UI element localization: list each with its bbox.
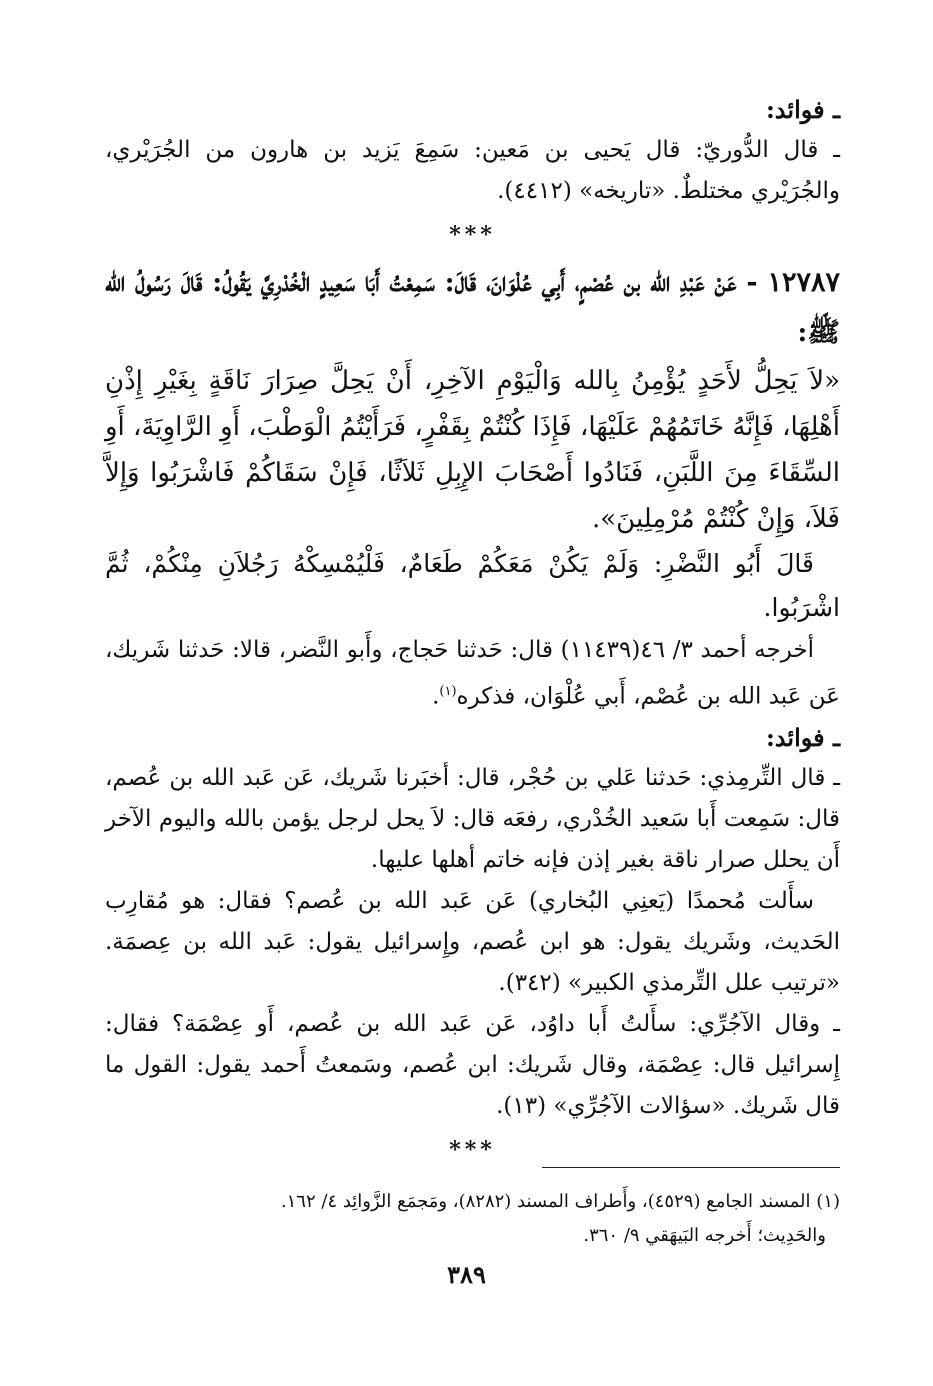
takhrij	[105, 630, 840, 718]
hadith-text: «لاَ يَحِلُّ لأَحَدٍ يُؤْمِنُ بِالله وَالْيَوْمِ الآخِرِ، أَنْ يَحِلَّ صِرَارَ نَاقَةٍ بِغَيْرِ إِذْنِ أَهْلِهَا، فَإِنَّهُ خَاتَمُهُمْ عَلَيْهَا، فَإِذَا كُنْتُمْ بِقَفْرٍ، فَرَأَيْتُمُ الْوَطْبَ، أَوِ الرَّاوِيَةَ، أَوِ السِّقَاءَ مِنَ اللَّبَنِ، فَنَادُوا أَصْحَابَ الإِبِلِ ثَلاَثًا، فَإِنْ سَقَاكُمْ فَاشْرَبُوا وَإِلاَّ فَلاَ، وَإِنْ كُنْتُمْ مُرْمِلِينَ».	[105, 366, 840, 534]
page-number: ٣٨٩	[447, 1260, 486, 1289]
footnote-1-continued: والحَدِيث؛ أَخرجه البَيهَقي ٩/ ٣٦٠.	[583, 1225, 826, 1246]
takhrij-end: .	[432, 683, 440, 710]
footnote-1: (١) المسند الجامع (٤٥٢٩)، وأَطراف المسند (٨٢٨٢)، ومَجمَع الزَّوائِد ٤/ ١٦٢.	[280, 1191, 840, 1212]
bukhari-note: سأَلت مُحمدًا (يَعنِي البُخاري) عَن عَبد الله بن عُصم؟ فقال: هو مُقارِب الحَديث، وشَريك يقول: هو ابن عُصم، وإِسرائيل يقول: عَبد الله بن عِصمَة. «ترتيب علل التِّرمذي الكبير» (٣٤٢).	[105, 887, 840, 996]
section-separator: ***	[449, 222, 496, 248]
dawri-note: ـ قال الدُّوريّ: قال يَحيى بن مَعين: سَمِعَ يَزيد بن هارون من الجُرَيْري، والجُرَيْري مختلطٌ. «تاريخه» (٤٤١٢).	[105, 137, 840, 204]
page-body	[105, 90, 840, 1173]
section-separator-2: ***	[449, 1136, 496, 1163]
ajurri-note: ـ وقال الآجُرِّي: سأَلتُ أَبا داوُد، عَن عَبد الله بن عُصم، أَو عِصْمَة؟ فقال: إِسرائيل قال: عِصْمَة، وقال شَريك: ابن عُصم، وسَمعتُ أَحمد يقول: القول ما قال شَريك. «سؤالات الآجُرِّي» (١٣).	[105, 1010, 840, 1119]
takhrij-text: أخرجه أحمد ٣/ ٤٦(١١٤٣٩) قال: حَدثنا حَجاج، وأَبو النَّضر، قالا: حَدثنا شَريك، عَن عَبد الله بن عُصْم، أَبي عُلْوَان، فذكره	[105, 637, 840, 710]
fawaid-heading: ـ فوائد:	[765, 95, 840, 124]
footnotes	[140, 1185, 840, 1253]
footnote-ref: (١)	[439, 684, 457, 699]
footnote-divider	[542, 1167, 840, 1168]
hadith-chain: ١٢٧٨٧ - عَنْ عَبْدِ الله بن عُصْمٍ، أَبِي عُلْوَانَ، قَالَ: سَمِعْتُ أَبَا سَعِيدٍ الْخُدْرِيَّ يَقُولُ: قَالَ رَسُولُ الله ﷺ:	[105, 267, 840, 348]
abu-nadr-note: قَالَ أَبُو النَّضْرِ: وَلَمْ يَكُنْ مَعَكُمْ طَعَامٌ، فَلْيُمْسِكْهُ رَجُلاَنِ مِنْكُمْ، ثُمَّ اشْرَبُوا.	[105, 549, 840, 622]
fawaid-heading-2: ـ فوائد:	[765, 722, 840, 752]
tirmidhi-note: ـ قال التِّرمِذي: حَدثنا عَلي بن حُجْر، قال: أخبَرنا شَريك، عَن عَبد الله بن عُصم، قال: سَمِعت أَبا سَعيد الخُدْري، رفعَه قال: لاَ يحل لرجل يؤمن بالله واليوم الآخر أَن يحلل صرار ناقة بغير إذن فإنه خاتم أهلها عليها.	[105, 764, 840, 873]
